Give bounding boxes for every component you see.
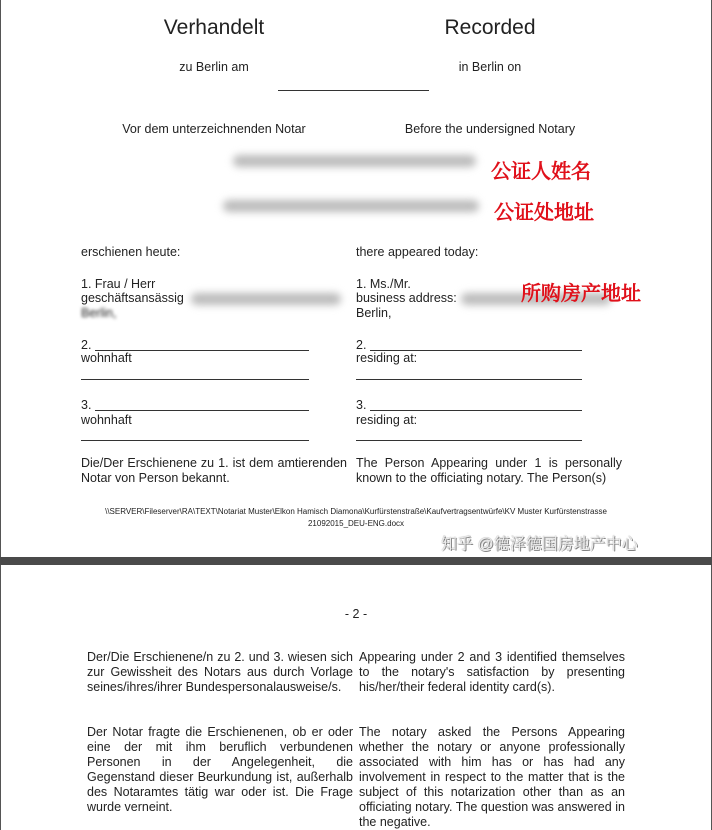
page-separator <box>0 557 712 565</box>
party3-english: 3. <box>356 398 367 412</box>
party2-residence-german: wohnhaft <box>81 351 132 365</box>
party3-residence-german: wohnhaft <box>81 413 132 427</box>
known-paragraph-german: Die/Der Erschienene zu 1. ist dem amtierenden Notar von Person bekannt. <box>81 456 347 485</box>
party3-residence-line <box>81 440 309 441</box>
party1-address-german: geschäftsansässig <box>81 291 184 305</box>
appeared-german: erschienen heute: <box>81 245 181 259</box>
party3-residence-english: residing at: <box>356 413 418 427</box>
title-english: Recorded <box>444 16 536 39</box>
annotation-notary-address: 公证处地址 <box>494 200 594 224</box>
page-number: - 2 - <box>344 607 368 621</box>
party1-city-german: Berlin, <box>81 306 117 320</box>
party2-residence-line <box>81 379 309 380</box>
party1-city-english: Berlin, <box>356 306 392 320</box>
party2-residence-english: residing at: <box>356 351 418 365</box>
notary-german: Vor dem unterzeichnenden Notar <box>122 122 306 136</box>
party1-address-english: business address: <box>356 291 457 305</box>
identification-paragraph-german: Der/Die Erschienene/n zu 2. und 3. wiesen sich zur Gewissheit des Notars aus durch Vorlage seines/ihres/ihrer Bundespersonalausweise/s. <box>87 650 353 694</box>
party3-line-en <box>370 410 582 411</box>
place-english: in Berlin on <box>458 60 522 74</box>
redacted-notary-address <box>223 200 479 212</box>
involvement-paragraph-german: Der Notar fragte die Erschienenen, ob er oder eine der mit ihm beruflich verbundenen Personen in der Angelegenheit, die Gegenstand dieser Beurkundung ist, außerhalb des Notaramtes tätig war oder ist. Die Frage wurde verneint. <box>87 725 353 814</box>
known-paragraph-english: The Person Appearing under 1 is personally known to the officiating notary. The Person(s) <box>356 456 622 485</box>
footer-file-path: \\SERVER\Fileserver\RA\TEXT\Notariat Muster\Elkon Hamisch Diamona\Kurfürstenstraße\Kaufvertragsentwürfe\KV Muster Kurfürstenstrasse 21092015_DEU-ENG.docx <box>105 507 607 528</box>
annotation-notary-name: 公证人姓名 <box>491 159 591 183</box>
title-german: Verhandelt <box>163 16 265 39</box>
party3-line <box>95 410 309 411</box>
party1-english: 1. Ms./Mr. <box>356 277 411 291</box>
party2-english: 2. <box>356 338 367 352</box>
redacted-address-german <box>191 293 341 305</box>
identification-paragraph-english: Appearing under 2 and 3 identified themselves to the notary's satisfaction by presenting his/her/their federal identity card(s). <box>359 650 625 694</box>
party2-german: 2. <box>81 338 92 352</box>
party1-german: 1. Frau / Herr <box>81 277 156 291</box>
party3-german: 3. <box>81 398 92 412</box>
notary-english: Before the undersigned Notary <box>404 122 576 136</box>
place-german: zu Berlin am <box>179 60 249 74</box>
appeared-english: there appeared today: <box>356 245 479 259</box>
annotation-property-address: 所购房产地址 <box>521 281 641 305</box>
involvement-paragraph-english: The notary asked the Persons Appearing whether the notary or anyone professionally associated with him has or has had any involvement in respect to the matter that is the subject of this notarization other than as an officiating notary. The question was answered in the negative. <box>359 725 625 829</box>
party2-residence-line-en <box>356 379 582 380</box>
watermark: 知乎 @德泽德国房地产中心 <box>441 536 638 553</box>
redacted-notary-name <box>233 155 476 167</box>
party3-residence-line-en <box>356 440 582 441</box>
date-line <box>278 90 429 91</box>
document-page-2 <box>0 565 712 830</box>
